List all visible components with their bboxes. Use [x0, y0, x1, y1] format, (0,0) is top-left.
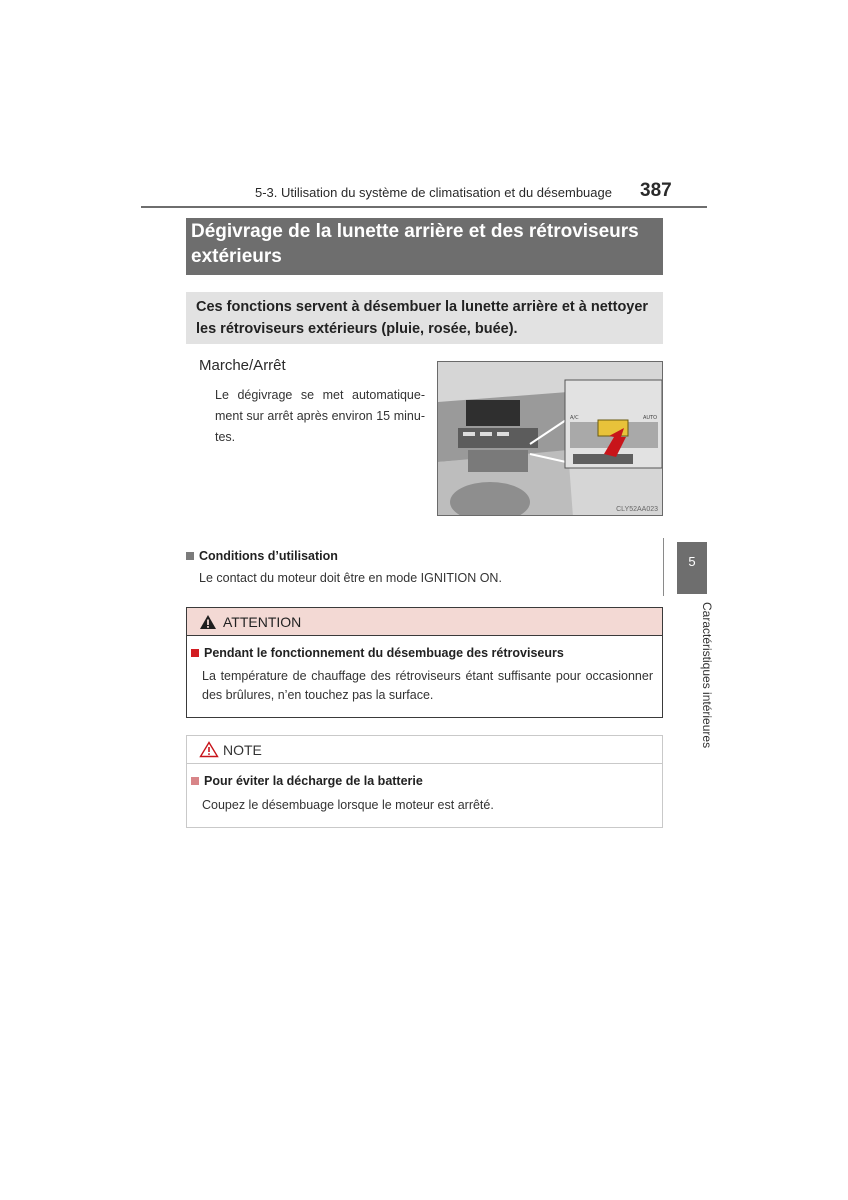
notice-subheading: [191, 774, 423, 788]
caution-header: [187, 608, 662, 636]
gray-square-marker: [186, 552, 194, 560]
dashboard-photo: [437, 361, 663, 516]
section-title: Dégivrage de la lunette arrière et des rétroviseurs extérieurs: [186, 218, 663, 275]
caution-text: La température de chauffage des rétroviseurs étant suffisante pour occasionner des brûlures, n’en touchez pas la surface.: [202, 669, 653, 702]
conditions-text: Le contact du moteur doit être en mode IGNITION ON.: [199, 571, 502, 585]
notice-box: [186, 735, 663, 828]
svg-text:A/C: A/C: [570, 415, 579, 421]
chapter-tab: 5: [677, 542, 707, 594]
caution-subheading: [191, 646, 564, 660]
warning-triangle-icon: [199, 614, 217, 630]
caution-subheading-text: Pendant le fonctionnement du désembuage des rétroviseurs: [204, 646, 564, 660]
notice-subheading-text: Pour éviter la décharge de la batterie: [204, 774, 423, 788]
right-rule: [663, 538, 664, 596]
svg-text:AUTO: AUTO: [643, 415, 658, 421]
pink-square-marker: [191, 777, 199, 785]
warning-outline-icon: [199, 741, 219, 758]
running-head: 5-3. Utilisation du système de climatisation et du désembuage: [255, 185, 612, 200]
notice-header: [187, 736, 662, 764]
caution-box: [186, 607, 663, 718]
caution-label: ATTENTION: [223, 613, 302, 630]
notice-label: NOTE: [223, 741, 262, 758]
image-code: CLY52AA023: [616, 506, 658, 513]
marche-arret-heading: Marche/Arrêt: [199, 357, 286, 374]
page-number: 387: [640, 180, 672, 201]
intro-box: Ces fonctions servent à désembuer la lunette arrière et à nettoyer les rétroviseurs extérieurs (pluie, rosée, buée).: [186, 292, 663, 344]
conditions-heading: [186, 549, 338, 563]
red-square-marker: [191, 649, 199, 657]
header-rule: [141, 206, 707, 208]
chapter-label: Caractéristiques intérieures: [700, 602, 714, 749]
marche-arret-text: Le dégivrage se met automatique-ment sur arrêt après environ 15 minu-tes.: [215, 388, 425, 444]
conditions-heading-text: Conditions d’utilisation: [199, 549, 338, 563]
dashboard-illustration: [438, 362, 663, 516]
notice-text: Coupez le désembuage lorsque le moteur est arrêté.: [202, 798, 494, 812]
